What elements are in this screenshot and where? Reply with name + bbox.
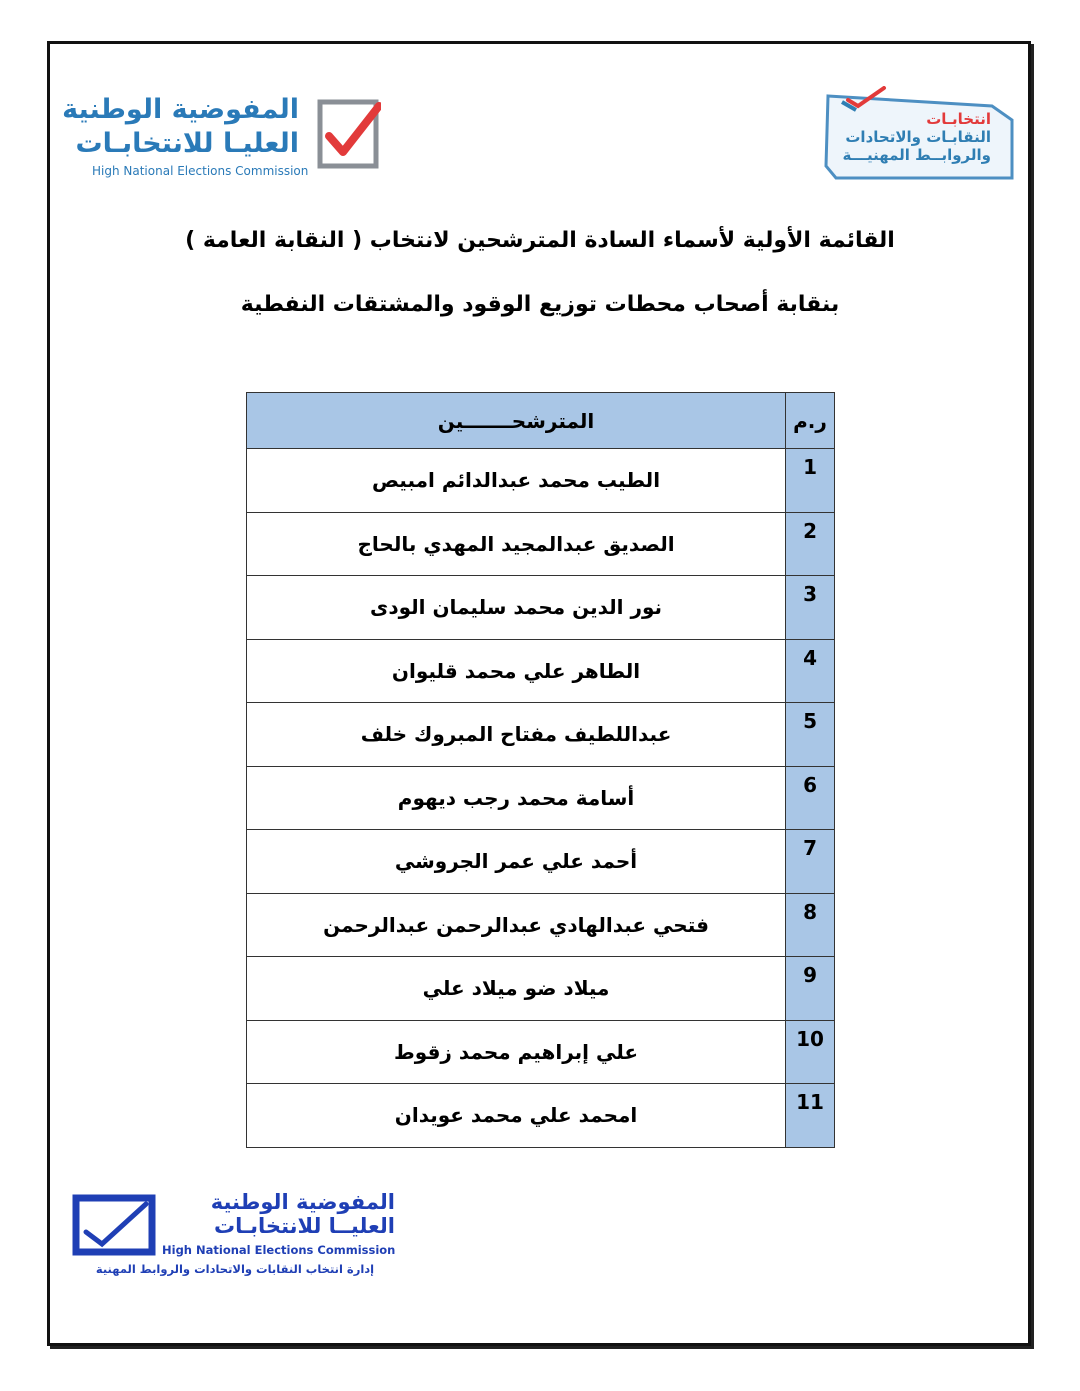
- bottom-logo-arabic-line2: العليــا للانتخابـات: [214, 1214, 395, 1238]
- candidate-name: ميلاد ضو ميلاد علي: [247, 957, 786, 1021]
- table-row: [247, 449, 835, 513]
- table-row: [247, 512, 835, 576]
- row-number: 1: [786, 449, 835, 513]
- row-number: 11: [786, 1084, 835, 1148]
- bottom-logo-arabic-line1: المفوضية الوطنية: [210, 1190, 395, 1214]
- document-subtitle: بنقابة أصحاب محطات توزيع الوقود والمشتقات النفطية: [240, 292, 840, 317]
- syndicates-logo-line3: والروابــط المهنيـــة: [842, 146, 991, 164]
- row-number: 9: [786, 957, 835, 1021]
- hnec-logo-arabic-line1: المفوضية الوطنية: [62, 94, 299, 125]
- bottom-logo-english: High National Elections Commission: [162, 1243, 396, 1257]
- syndicates-elections-logo: [822, 86, 1017, 186]
- hnec-logo-english: High National Elections Commission: [92, 164, 309, 178]
- syndicates-logo-line2: النقابـات والاتحادات: [845, 128, 991, 146]
- hnec-logo-arabic-line2: العليـا للانتخابـات: [75, 128, 299, 159]
- candidates-column-header: المترشحـــــــين: [247, 393, 786, 449]
- table-row: [247, 1020, 835, 1084]
- bottom-logo-department: إدارة انتخاب النقابات والاتحادات والروابط المهنية: [95, 1262, 375, 1276]
- row-number: 4: [786, 639, 835, 703]
- table-row: [247, 957, 835, 1021]
- row-number: 5: [786, 703, 835, 767]
- candidate-name: فتحي عبدالهادي عبدالرحمن عبدالرحمن: [247, 893, 786, 957]
- candidate-name: عبداللطيف مفتاح المبروك خلف: [247, 703, 786, 767]
- candidates-table: [246, 392, 835, 1148]
- row-number: 6: [786, 766, 835, 830]
- table-row: [247, 766, 835, 830]
- row-number: 2: [786, 512, 835, 576]
- ballot-check-icon: [72, 1194, 156, 1256]
- candidate-name: الصديق عبدالمجيد المهدي بالحاج: [247, 512, 786, 576]
- row-number: 10: [786, 1020, 835, 1084]
- table-row: [247, 576, 835, 640]
- candidate-name: الطيب محمد عبدالدائم امبيص: [247, 449, 786, 513]
- candidate-name: أسامة محمد رجب ديهوم: [247, 766, 786, 830]
- number-column-header: ر.م: [786, 393, 835, 449]
- table-row: [247, 703, 835, 767]
- syndicates-logo-line1: انتخابـات: [926, 110, 991, 128]
- candidate-name: امحمد علي محمد عويدان: [247, 1084, 786, 1148]
- row-number: 3: [786, 576, 835, 640]
- row-number: 8: [786, 893, 835, 957]
- hnec-department-logo: [70, 1190, 405, 1285]
- row-number: 7: [786, 830, 835, 894]
- candidate-name: علي إبراهيم محمد زقوط: [247, 1020, 786, 1084]
- candidate-name: أحمد علي عمر الجروشي: [247, 830, 786, 894]
- hnec-logo: [62, 92, 383, 184]
- candidate-name: نور الدين محمد سليمان الودى: [247, 576, 786, 640]
- table-row: [247, 1084, 835, 1148]
- table-row: [247, 830, 835, 894]
- ballot-check-icon: [317, 98, 381, 170]
- table-row: [247, 639, 835, 703]
- table-row: [247, 893, 835, 957]
- table-header-row: [247, 393, 835, 449]
- document-title: القائمة الأولية لأسماء السادة المترشحين لانتخاب ( النقابة العامة ): [185, 228, 895, 253]
- candidate-name: الطاهر علي محمد قليوان: [247, 639, 786, 703]
